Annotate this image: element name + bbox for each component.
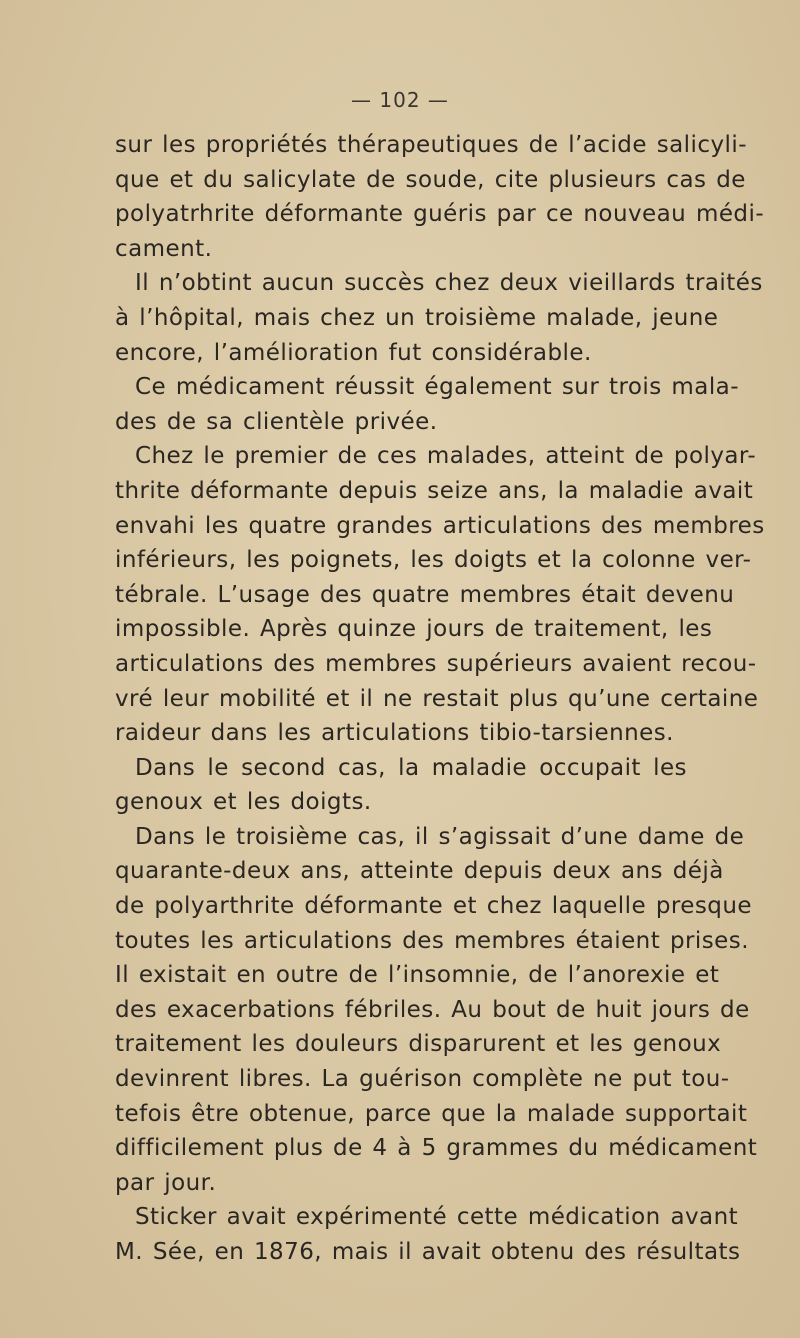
text-line: tefois être obtenue, parce que la malade supportait — [115, 1100, 748, 1127]
text-line: encore, l’amélioration fut considérable. — [115, 339, 592, 366]
text-line: devinrent libres. La guérison complète ne put tou- — [115, 1066, 730, 1093]
text-line: quarante-deux ans, atteinte depuis deux ans déjà — [115, 858, 724, 885]
text-line: tébrale. L’usage des quatre membres était devenu — [115, 581, 735, 608]
text-line: polyatrhrite déformante guéris par ce nouveau médi- — [115, 201, 765, 228]
text-line: raideur dans les articulations tibio-tarsiennes. — [115, 720, 674, 747]
text-line: Chez le premier de ces malades, atteint de polyar- — [135, 443, 757, 470]
text-line: sur les propriétés thérapeutiques de l’acide salicyli- — [115, 132, 747, 158]
text-line: Ce médicament réussit également sur trois mala- — [135, 374, 739, 401]
text-line: Il existait en outre de l’insomnie, de l’anorexie et — [115, 962, 720, 989]
page-number: — 102 — — [351, 88, 449, 112]
text-line: des exacerbations fébriles. Au bout de huit jours de — [115, 996, 750, 1023]
text-line: Dans le troisième cas, il s’agissait d’une dame de — [135, 823, 745, 850]
text-line: vré leur mobilité et il ne restait plus qu’une certaine — [115, 685, 759, 712]
text-line: de polyarthrite déformante et chez laquelle presque — [115, 893, 752, 920]
body-text — [115, 128, 765, 1270]
text-line: toutes les articulations des membres étaient prises. — [115, 927, 749, 954]
text-line: traitement les douleurs disparurent et les genoux — [115, 1031, 722, 1058]
text-line: Il n’obtint aucun succès chez deux vieillards traités — [135, 270, 763, 297]
text-line: envahi les quatre grandes articulations des membres — [115, 512, 765, 539]
text-line: inférieurs, les poignets, les doigts et la colonne ver- — [115, 547, 752, 574]
text-line: difficilement plus de 4 à 5 grammes du médicament — [115, 1135, 758, 1162]
text-line: cament. — [115, 235, 213, 262]
text-line: articulations des membres supérieurs avaient recou- — [115, 650, 757, 677]
text-line: Sticker avait expérimenté cette médication avant — [135, 1204, 739, 1231]
text-line: Dans le second cas, la maladie occupait les — [135, 754, 687, 781]
text-line: que et du salicylate de soude, cite plusieurs cas de — [115, 166, 746, 193]
text-line: thrite déformante depuis seize ans, la maladie avait — [115, 477, 754, 504]
text-line: genoux et les doigts. — [115, 789, 372, 816]
text-line: M. Sée, en 1876, mais il avait obtenu des résultats — [115, 1239, 741, 1265]
text-line: des de sa clientèle privée. — [115, 408, 438, 435]
text-line: à l’hôpital, mais chez un troisième malade, jeune — [115, 304, 719, 331]
text-line: par jour. — [115, 1169, 217, 1196]
text-line: impossible. Après quinze jours de traitement, les — [115, 616, 713, 643]
